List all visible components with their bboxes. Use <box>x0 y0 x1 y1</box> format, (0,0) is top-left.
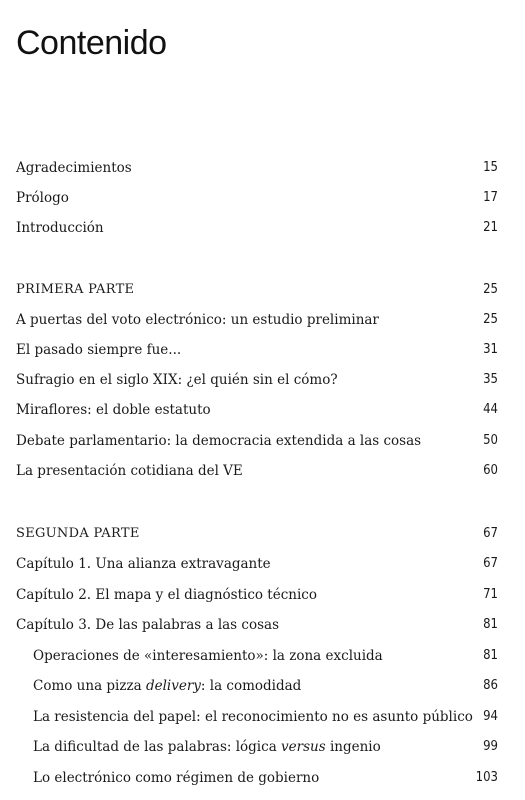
toc-page-number: 81 <box>483 648 498 663</box>
toc-entry-label: Capítulo 1. Una alianza extravagante <box>16 556 271 572</box>
toc-entry[interactable] <box>0 614 525 636</box>
toc-entry-label: Agradecimientos <box>16 160 132 176</box>
toc-entry-agradecimientos[interactable] <box>0 157 525 179</box>
toc-entry[interactable] <box>0 369 525 391</box>
toc-entry-label: Debate parlamentario: la democracia extendida a las cosas <box>16 433 422 449</box>
toc-entry-label: Operaciones de «interesamiento»: la zona excluida <box>33 648 383 664</box>
toc-subentry[interactable] <box>0 736 525 758</box>
toc-entry-label: La resistencia del papel: el reconocimiento no es asunto público <box>33 709 473 725</box>
toc-entry-label: La dificultad de las palabras: lógica versus ingenio <box>33 739 381 755</box>
toc-entry-label: El pasado siempre fue... <box>16 342 182 358</box>
page-title: Contenido <box>16 23 167 62</box>
toc-page-number: 67 <box>483 526 498 541</box>
toc-entry-label: Capítulo 2. El mapa y el diagnóstico técnico <box>16 587 317 603</box>
toc-entry-introduccion[interactable] <box>0 217 525 239</box>
toc-part-heading-segunda[interactable] <box>0 523 525 545</box>
toc-page-number: 99 <box>483 739 498 754</box>
toc-page-number: 21 <box>483 220 498 235</box>
toc-entry-label: Introducción <box>16 220 104 236</box>
toc-page-number: 60 <box>483 463 498 478</box>
toc-page-number: 94 <box>483 709 498 724</box>
toc-page-number: 50 <box>483 433 498 448</box>
toc-entry-label: Lo electrónico como régimen de gobierno <box>33 770 320 786</box>
toc-entry[interactable] <box>0 430 525 452</box>
toc-page-number: 71 <box>483 587 498 602</box>
toc-page-number: 81 <box>483 617 498 632</box>
toc-entry-label: Capítulo 3. De las palabras a las cosas <box>16 617 279 633</box>
toc-page-number: 31 <box>483 342 498 357</box>
toc-page-number: 86 <box>483 678 498 693</box>
toc-entry-prologo[interactable] <box>0 187 525 209</box>
toc-page-number: 44 <box>483 402 498 417</box>
toc-page-number: 103 <box>475 770 498 785</box>
toc-subentry[interactable] <box>0 675 525 697</box>
toc-entry[interactable] <box>0 399 525 421</box>
toc-entry-label: Como una pizza delivery: la comodidad <box>33 678 302 694</box>
toc-entry-label: Miraflores: el doble estatuto <box>16 402 211 418</box>
toc-page-number: 35 <box>483 372 498 387</box>
toc-page-number: 17 <box>483 190 498 205</box>
toc-entry-label: Prólogo <box>16 190 69 206</box>
part-heading-label: SEGUNDA PARTE <box>16 526 140 541</box>
toc-entry[interactable] <box>0 309 525 331</box>
toc-page-number: 25 <box>483 282 498 297</box>
toc-page-number: 15 <box>483 160 498 175</box>
toc-entry[interactable] <box>0 460 525 482</box>
toc-entry[interactable] <box>0 339 525 361</box>
toc-entry-label: Sufragio en el siglo XIX: ¿el quién sin el cómo? <box>16 372 338 388</box>
toc-entry[interactable] <box>0 584 525 606</box>
toc-subentry[interactable] <box>0 767 525 789</box>
toc-page-number: 25 <box>483 312 498 327</box>
toc-part-heading-primera[interactable] <box>0 279 525 301</box>
toc-subentry[interactable] <box>0 645 525 667</box>
toc-subentry[interactable] <box>0 706 525 728</box>
toc-entry-label: A puertas del voto electrónico: un estudio preliminar <box>16 312 379 328</box>
toc-entry-label: La presentación cotidiana del VE <box>16 463 243 479</box>
toc-entry[interactable] <box>0 553 525 575</box>
part-heading-label: PRIMERA PARTE <box>16 282 135 297</box>
toc-page-number: 67 <box>483 556 498 571</box>
